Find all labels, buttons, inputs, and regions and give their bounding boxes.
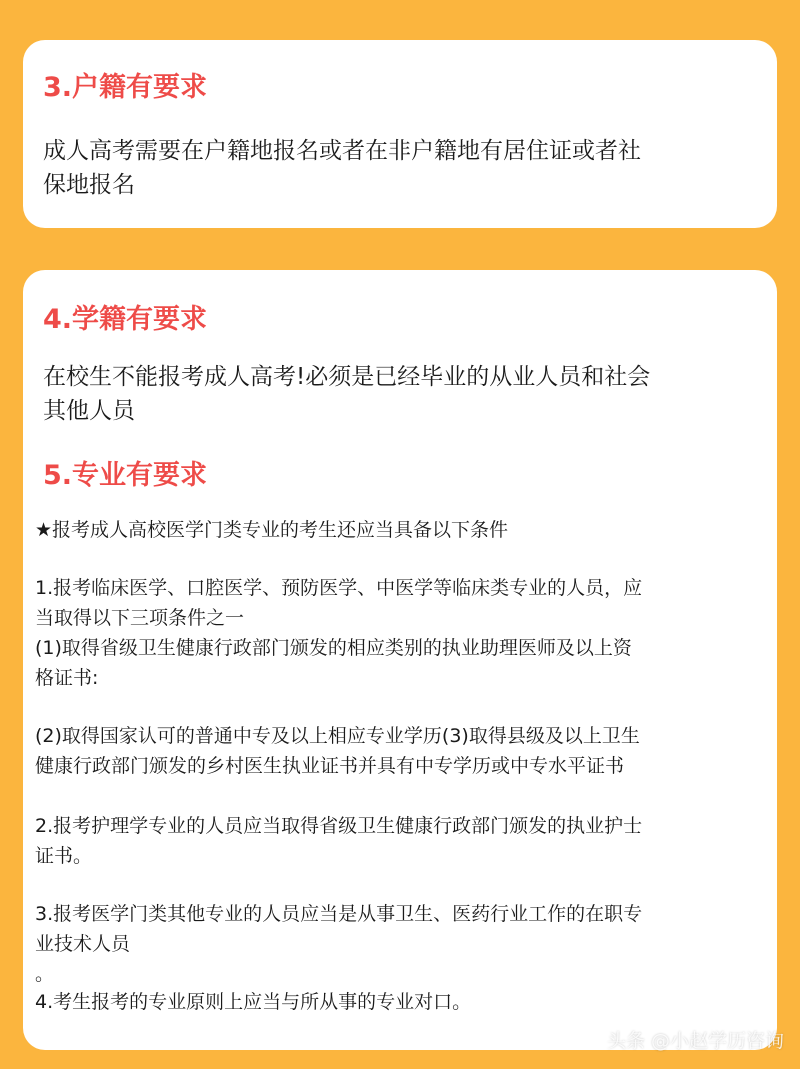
major-item-2-line-2: 证书。 bbox=[35, 845, 93, 867]
major-item-4-line-1: 4.考生报考的专业原则上应当与所从事的专业对口。 bbox=[35, 991, 472, 1013]
major-requirement-heading: 5.专业有要求 bbox=[43, 460, 208, 491]
watermark: 头条 @小赵学历咨询 bbox=[606, 1030, 784, 1052]
school-status-requirement-heading: 4.学籍有要求 bbox=[43, 304, 208, 335]
household-requirement-text-line-2: 保地报名 bbox=[43, 172, 135, 198]
household-requirement-card bbox=[23, 40, 777, 228]
major-item-2-line-1: 2.报考护理学专业的人员应当取得省级卫生健康行政部门颁发的执业护士 bbox=[35, 815, 643, 837]
school-status-text-line-2: 其他人员 bbox=[43, 398, 135, 424]
major-item-1-line-2: 当取得以下三项条件之一 bbox=[35, 607, 245, 629]
household-requirement-text-line-1: 成人高考需要在户籍地报名或者在非户籍地有居住证或者社 bbox=[43, 138, 641, 164]
major-intro-line: ★报考成人高校医学门类专业的考生还应当具备以下条件 bbox=[35, 519, 509, 541]
major-item-3-line-2: 业技术人员 bbox=[35, 933, 131, 955]
school-status-text-line-1: 在校生不能报考成人高考!必须是已经毕业的从业人员和社会 bbox=[43, 364, 651, 390]
major-condition-2-line-1: (2)取得国家认可的普通中专及以上相应专业学历(3)取得县级及以上卫生 bbox=[35, 725, 640, 747]
major-item-3-line-1: 3.报考医学门类其他专业的人员应当是从事卫生、医药行业工作的在职专 bbox=[35, 903, 643, 925]
major-condition-1-line-1: (1)取得省级卫生健康行政部门颁发的相应类别的执业助理医师及以上资 bbox=[35, 637, 632, 659]
major-item-3-line-3: 。 bbox=[35, 963, 55, 985]
requirements-card bbox=[23, 270, 777, 1050]
household-requirement-heading: 3.户籍有要求 bbox=[43, 72, 208, 103]
major-condition-2-line-2: 健康行政部门颁发的乡村医生执业证书并具有中专学历或中专水平证书 bbox=[35, 755, 625, 777]
major-condition-1-line-2: 格证书: bbox=[35, 667, 99, 689]
major-item-1-line-1: 1.报考临床医学、口腔医学、预防医学、中医学等临床类专业的人员，应 bbox=[35, 577, 643, 599]
